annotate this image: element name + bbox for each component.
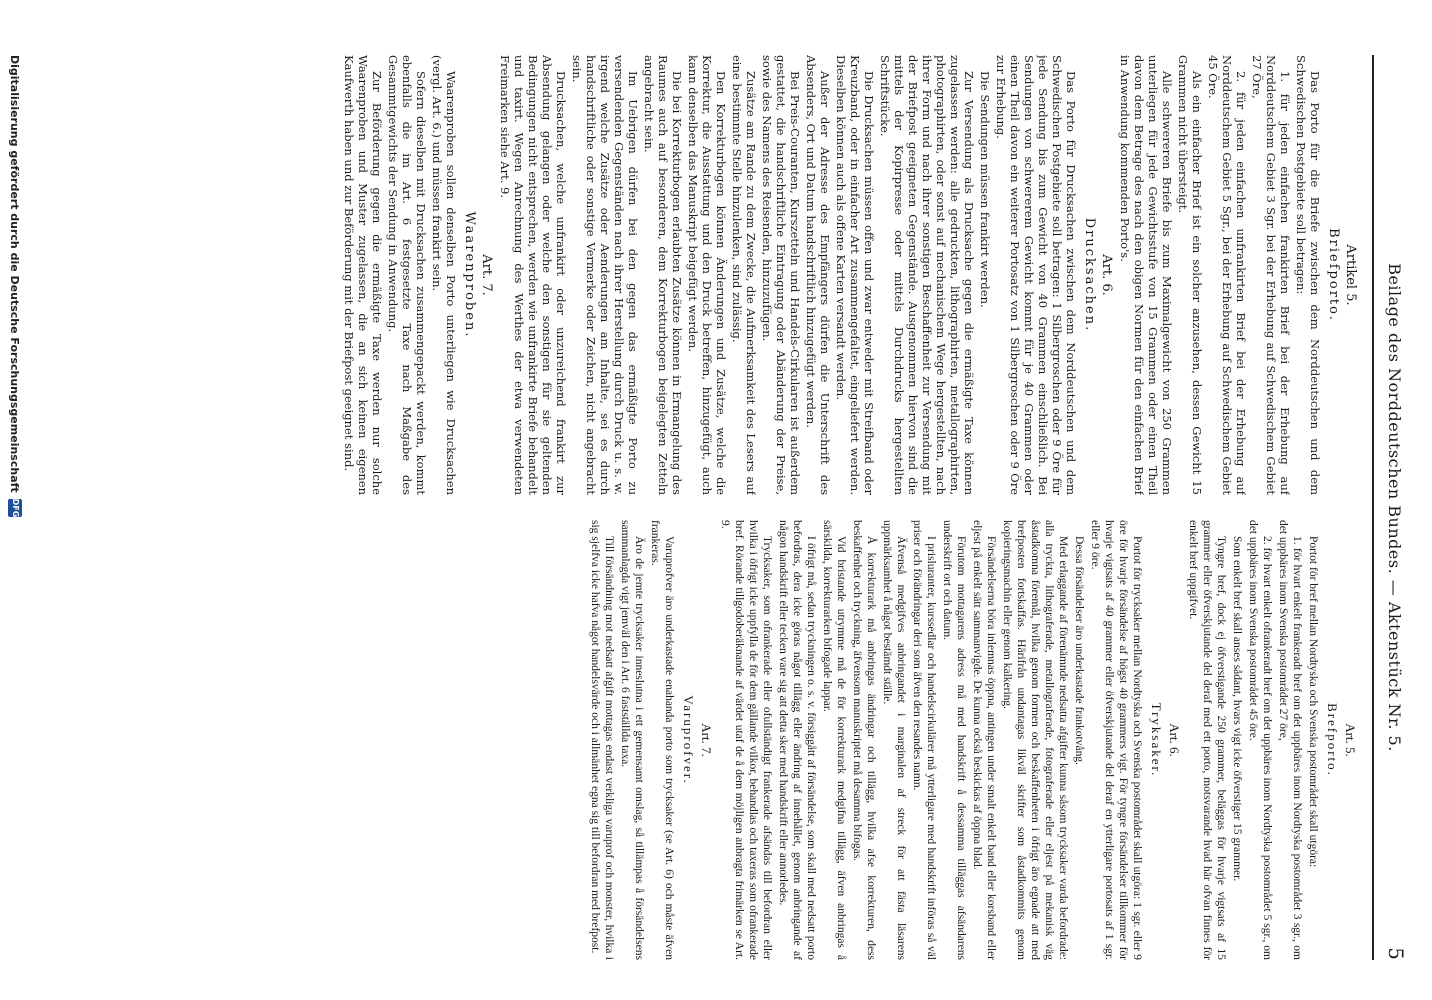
- paragraph: 2. för hvart enkelt ofrankeradt bref om det uppbäres inom Nordtyska postområdet 5 sgr., om det uppbäres inom Svenska postområdet 45 öre.: [1247, 520, 1273, 960]
- paragraph: Alle schwereren Briefe bis zum Maximalgewicht von 250 Grammen unterliegen für jede Gewichtsstufe von 15 Grammen oder einen Theil davon dem Betrage des nach den obigen Normen für den einfachen Brief in Anwendung kommenden Porto's.: [1118, 55, 1174, 495]
- paragraph: Å korrekturark må anbringas ändringar och tillägg, hvilka afse korrekturen, dess beskaffenhet och tryckning, äfvensom manuskriptet må desamma bifogas.: [851, 520, 877, 960]
- paragraph: Den Korrekturbogen können Änderungen und Zusätze, welche die Korrektur, die Ausstattung und den Druck betreffen, hinzugefügt, auch kann denselben das Manuskript beigefügt werden.: [686, 55, 728, 495]
- paragraph: Som enkelt bref skall anses sådant, hvars vigt icke öfverstiger 15 grammer.: [1231, 536, 1243, 882]
- paragraph: Die Sendungen müssen frankirt werden.: [978, 71, 992, 308]
- paragraph: Dessa försändelser äro underkastade frankotvång.: [1073, 536, 1085, 765]
- paragraph: Die Drucksachen müssen offen und zwar entweder mit Streifband oder Kreuzband, oder in einfacher Art zusammengefaltet, eingeliefert werden. Dieselben können auch als offene Karten versandt werden.: [834, 55, 876, 495]
- paragraph: Als ein einfacher Brief ist ein solcher anzusehen, dessen Gewicht 15 Grammen nicht übersteigt.: [1176, 55, 1204, 495]
- german-column: [55, 55, 1362, 495]
- paragraph: Med erlaggande af förenämnde nedsatta afgifter kunna såsom trycksaker varda befordrade: alla tryckta, lithograferade, metallograferade, fotograferade eller eljest på mekanisk väg åstadkomna föremål, hvilka genom formen och beskaffenheten i öfrigt äro egnade att med brefposten fortskaffas. Härifrån undantagas likväl skrifter som åstadkommits genom kopieringsmachin eller genom kalkering.: [1001, 520, 1069, 960]
- credit-text: Digitalisierung gefördert durch die Deutsche Forschungsgemeinschaft: [8, 55, 22, 493]
- paragraph: Die bei Korrekturbogen erlaubten Zusätze können in Ermangelung des Raumes auch auf besonderen, dem Korrekturbogen beigelegten Zetteln angebracht sein.: [642, 55, 684, 495]
- swedish-column: [55, 520, 1362, 960]
- paragraph: Försändelserna böra inlemnas öppna, antingen under smalt enkelt band eller korsband eller eljest på enkelt sätt sammanvigde. De kunna också beskickas af öppna blad.: [971, 520, 997, 960]
- paragraph: Äro de jemte trycksaker inneslutna i ett gemensamt omslag, så tillämpas å försändelsens sammanlagda vigt jemväl den i Art. 6 fastställda taxa.: [619, 520, 645, 960]
- section-title: Briefporto.: [1326, 228, 1341, 322]
- dfg-logo-icon: DFG: [8, 499, 22, 517]
- paragraph: Waarenproben sollen denselben Porto unterliegen wie Drucksachen (vergl. Art. 6.) und müssen frankirt sein.: [430, 55, 458, 495]
- paragraph: Sofern dieselben mit Drucksachen zusammengepackt werden, kommt ebenfalls die im Art. 6 festgesetzte Taxe nach Maßgabe des Gesammtgewichts der Sendung in Anwendung.: [386, 55, 428, 495]
- paragraph: Till försändning mot nedsatt afgift mottagas endast verkliga varuprof och monster, hvilka i sig sjelfva icke hafva något handelsvärde och i allmänhet egna sig till befordran med brefpost.: [589, 520, 615, 960]
- section-title: Drucksachen.: [1082, 217, 1097, 333]
- paragraph: Förutom mottagarens adress må med handskrift å dessamma tilläggas afsändarens underskrift ort och datum.: [941, 520, 967, 960]
- paragraph: Zur Beförderung gegen die ermäßigte Taxe werden nur solche Waarenproben und Muster zugelassen, die an sich keinen eigenen Kaufwerth haben und zur Beförderung mit der Briefpost geeignet sind.: [342, 55, 384, 495]
- paragraph: Das Porto für Drucksachen zwischen dem Norddeutschen und dem Schwedischen Postgebiete soll betragen: 1 Silbergroschen oder 9 Öre für jede Sendung bis zum Gewicht von 40 Grammen einschließlich. Bei Sendungen von schwererem Gewicht kommt für je 40 Grammen oder einen Theil davon ein weiterer Portosatz von 1 Silbergroschen oder 9 Öre zur Erhebung.: [994, 55, 1078, 495]
- paragraph: Das Porto für die Briefe zwischen dem Norddeutschen und dem Schwedischen Postgebiete soll betragen:: [1294, 55, 1322, 495]
- paragraph: Portot för bref mellan Nordtyska och Svenska postområdet skall utgöra:: [1307, 536, 1319, 868]
- paragraph: Im Uebrigen dürfen bei den gegen das ermäßigte Porto zu versendenden Gegenständen nach ihrer Herstellung durch Druck u. s. w. irgend welche Zusätze oder Aenderungen am Inhalte, sei es durch handschriftliche oder sonstige Vermerke oder Zeichen, nicht angebracht sein.: [570, 55, 640, 495]
- header-rule: [1372, 55, 1374, 960]
- paragraph: Varuprofver äro underkastade enahanda porto som trycksaker (se Art. 6) och måste äfven frankeras.: [649, 520, 675, 960]
- running-title: Beilage des Norddeutschen Bundes. — Aktenstück Nr. 5.: [1385, 263, 1404, 752]
- paragraph: I öfrigt må, sedan tryckningen o. s. v. försiggått af försändelse, som skall med nedsatt porto befordras, dera icke göras något tillägg eller ändring af innehållet, genom anbringande af någon handskrift eller tecken vare sig att detta sker med handskrift eller annorledes.: [777, 520, 817, 960]
- article-heading: Art. 6.: [1099, 254, 1114, 296]
- article-heading: Art. 6.: [1167, 723, 1182, 757]
- article-heading: Artikel 5.: [1343, 244, 1358, 306]
- paragraph: Portot för trycksaker mellan Nordtyska och Svenska postområdet skall utgöra: 1 sgr. eller 9 öre för hvarje försändelse af högst 40 grammers vigt. För tyngre försändelser tillkommer för hvarje vigtsats af 40 grammer eller öfverskjutande del deraf en ytterligare portosats af 1 sgr. eller 9 öre.: [1089, 520, 1143, 960]
- section-title: Varuprofver.: [681, 695, 696, 785]
- article-heading: Art. 5.: [1343, 723, 1358, 757]
- page-number: 5: [1384, 947, 1408, 960]
- digitization-credit: [6, 55, 24, 517]
- article-heading: Art. 7.: [479, 254, 494, 296]
- paragraph: Trycksaker, som ofrankerade eller ofullständigt frankerade afsändas till befordran eller hvilka i öfrigt icke uppfylla de för dem gällande vilkor, behandlas och taxeras som ofrankerade bref. Rörande tillgodoberäknande af värdet utaf de å dem möjligen anbragta frimärken se Art. 9.: [719, 520, 773, 960]
- paragraph: Bei Preis-Couranten, Kurszetteln und Handels-Cirkularen ist außerdem gestattet, die handschriftliche Eintragung oder Abänderung der Preise, sowie des Namens des Reisenden, hinzuzufügen.: [760, 55, 802, 495]
- paragraph: Außer der Adresse des Empfängers dürfen die Unterschrift des Absenders, Ort und Datum handschriftlich hinzugefügt werden.: [804, 55, 832, 495]
- paragraph: Zur Versendung als Drucksache gegen die ermäßigte Taxe können zugelassen werden: alle gedruckten, lithographirten, metallographirten, photographirten, oder sonst auf mechanischem Wege hergestellten, nach ihrer Form und nach ihrer sonstigen Beschaffenheit zur Versendung mit der Briefpost geeigneten Gegenstände. Ausgenommen hiervon sind die mittels der Kopirpresse oder mittels Durchdrucks hergestellten Schriftstücke.: [878, 55, 976, 495]
- paragraph: Tyngre bref, dock ej öfverstigande 250 grammer, beläggas för hvarje vigtsats af 15 grammer eller öfverskjutande del deraf med ett porto, motsvarande hvad här ofvan finnes för enkelt bref uppgifvet.: [1187, 520, 1227, 960]
- paragraph: 1. für jeden einfachen frankirten Brief bei der Erhebung auf Norddeutschem Gebiet 3 Sgr. bei der Erhebung auf Schwedischem Gebiet 27 Öre,: [1250, 55, 1292, 495]
- section-title: Waarenproben.: [462, 211, 477, 339]
- section-title: Brefporto.: [1325, 703, 1340, 777]
- page-header: [1372, 55, 1412, 960]
- paragraph: Zusätze am Rande zu dem Zwecke, die Aufmerksamkeit des Lesers auf eine bestimmte Stelle hinzulenken, sind zulässig.: [730, 55, 758, 495]
- article-heading: Art. 7.: [699, 723, 714, 757]
- paragraph: Vid bristande utrymme må de för korrekturark medgifna tillägg, äfven anbringas å särskilda, korrekturarken bifogade lappar.: [821, 520, 847, 960]
- paragraph: Äfvenså medgifves anbringandet i marginalen af streck för att fästa läsarens uppmärksamhet å något bestämdt ställe.: [881, 520, 907, 960]
- paragraph: 1. för hvart enkelt frankeradt bref om det uppbäres inom Nordtyska postområdet 3 sgr., om det uppbäres inom Svenska postområdet 27 öre,: [1277, 520, 1303, 960]
- paragraph: 2. für jeden einfachen unfrankirten Brief bei der Erhebung auf Norddeutschem Gebiet 5 Sgr., bei der Erhebung auf Schwedischem Gebiet 45 Öre.: [1206, 55, 1248, 495]
- paragraph: Drucksachen, welche unfrankirt oder unzureichend frankirt zur Absendung gelangen oder welche den sonstigen für sie geltenden Bedingungen nicht entsprechen, werden wie unfrankirte Briefe behandelt und taxirt. Wegen Anrechnung des Werthes der etwa verwendeten Freimarken siehe Art. 9.: [498, 55, 568, 495]
- paragraph: I prisluranter, kurssedlar och handelscirkulärer må ytterligare med handskrift införas så väl priser och förändringar deri som äfven den resandes namn.: [911, 520, 937, 960]
- section-title: Tryksaker.: [1149, 702, 1164, 778]
